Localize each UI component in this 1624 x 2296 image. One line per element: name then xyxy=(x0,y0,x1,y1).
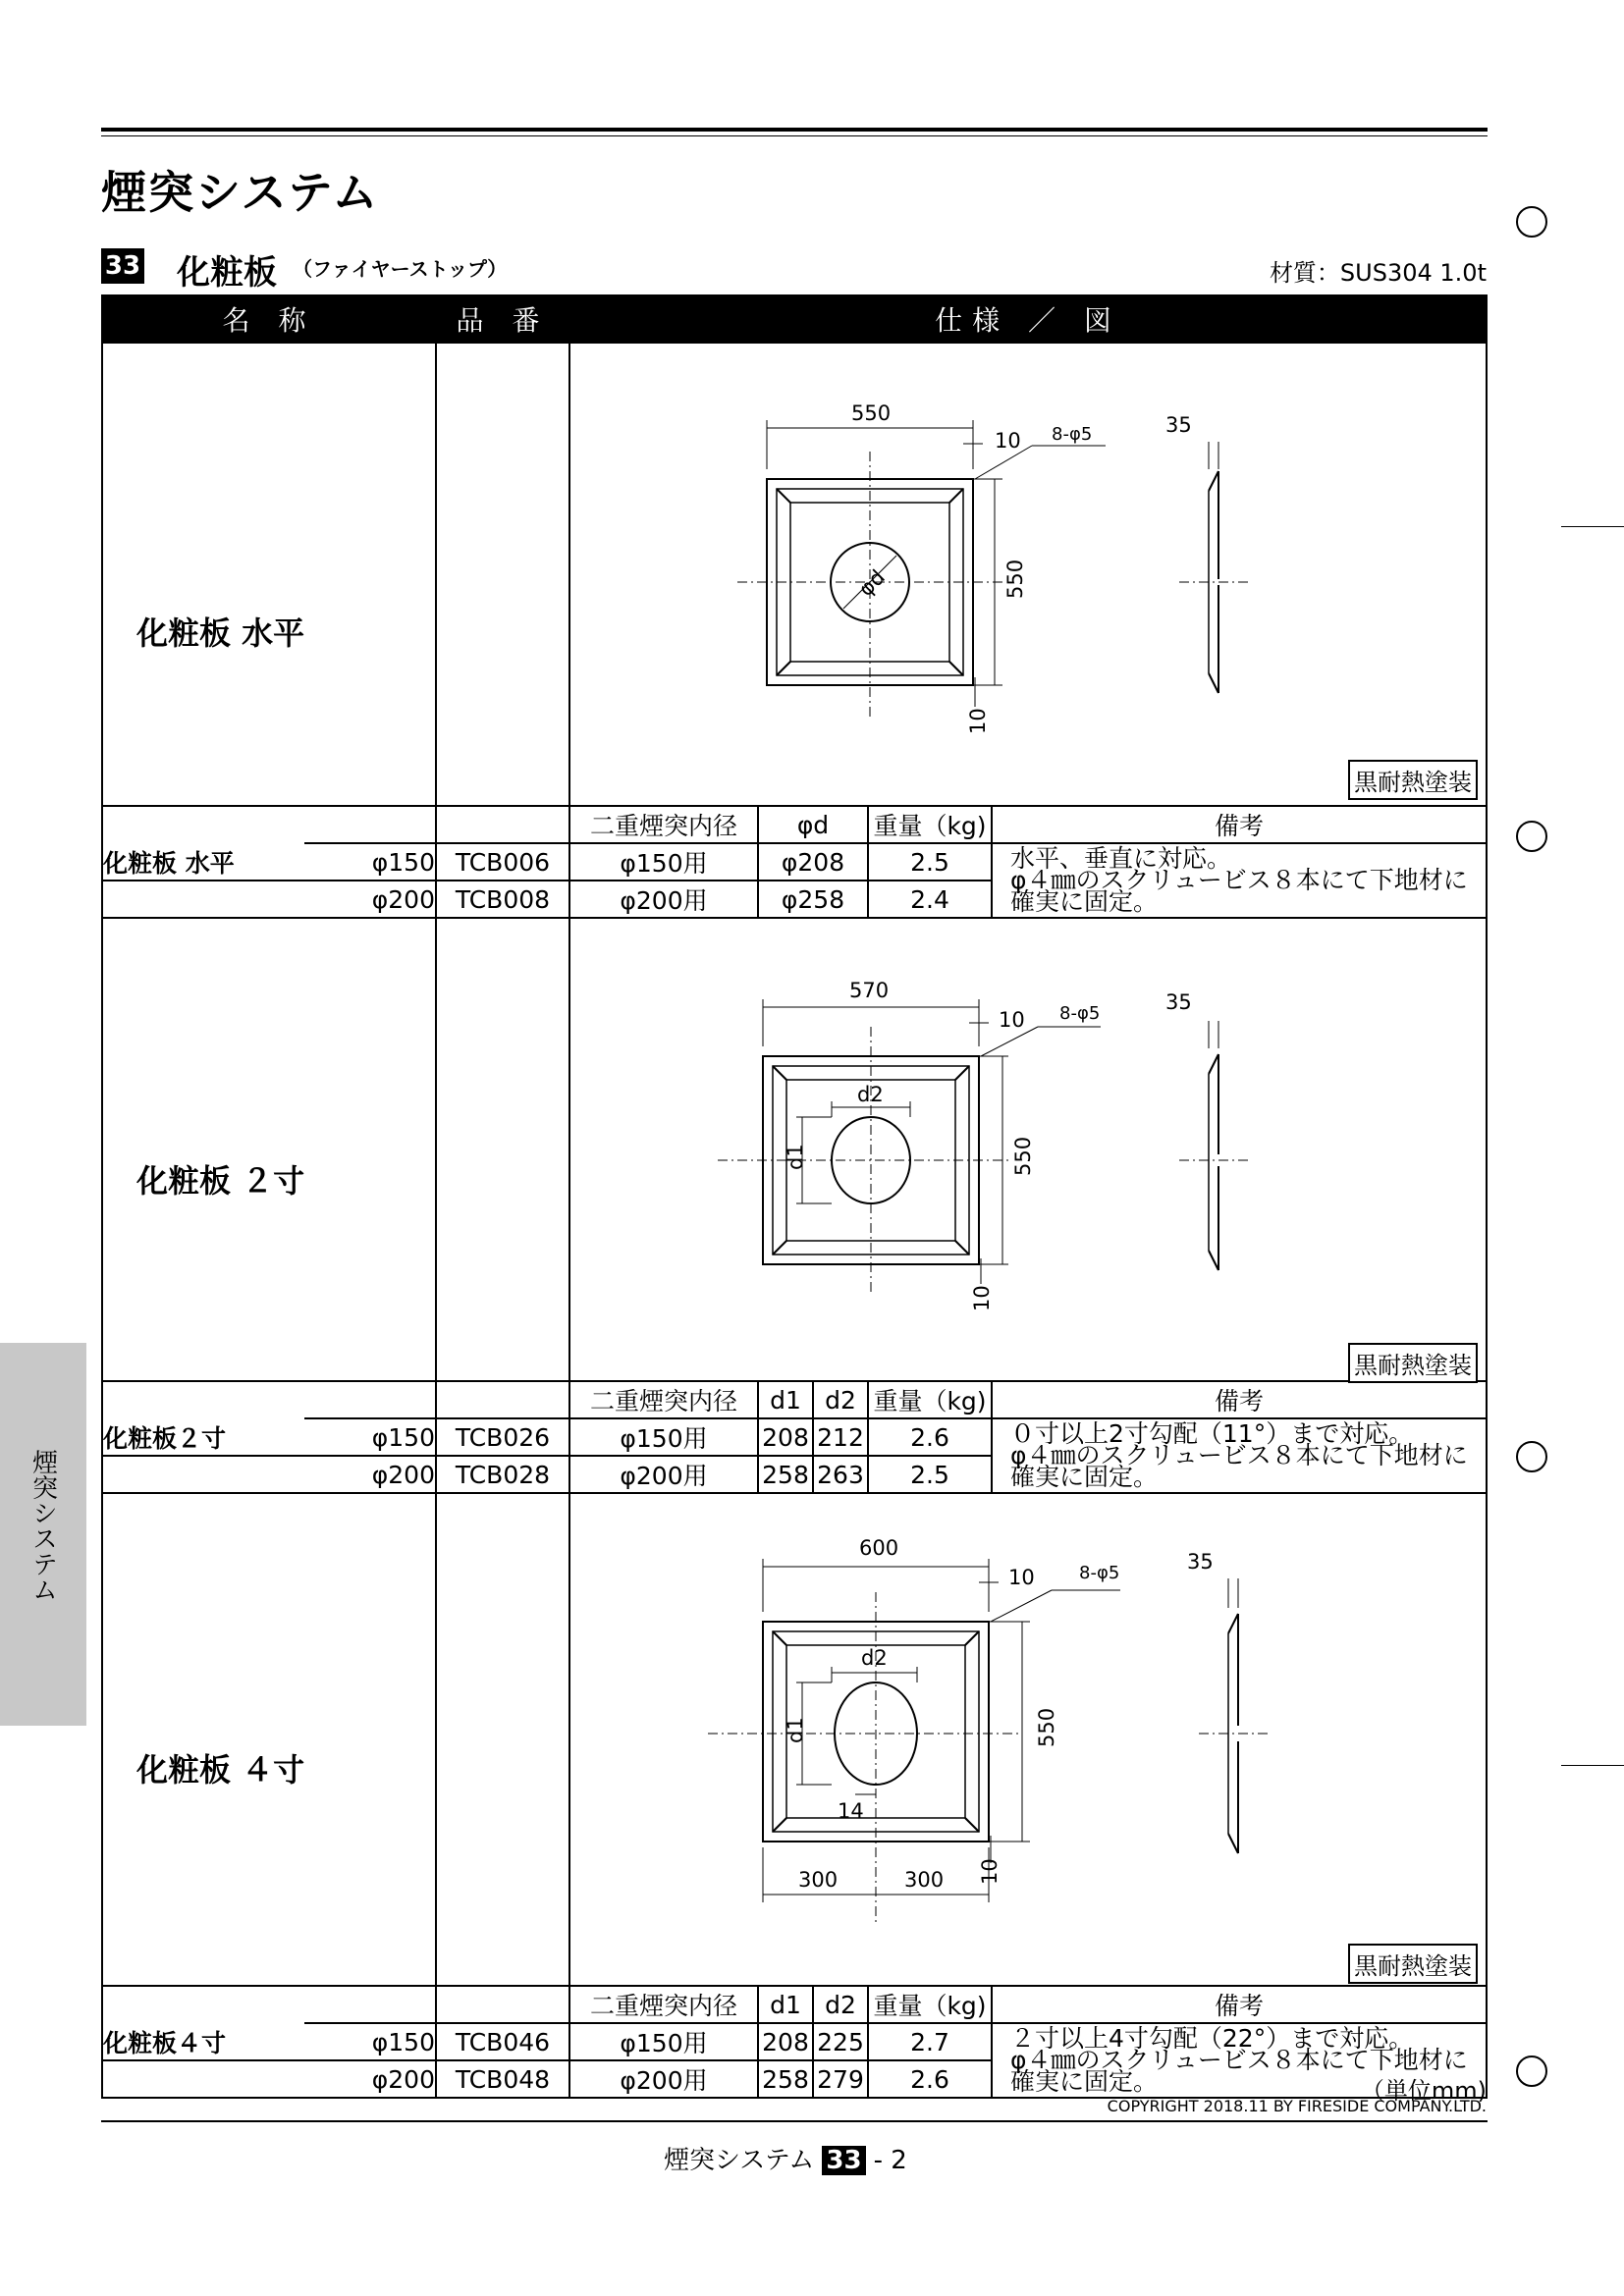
row-d1: 208 xyxy=(758,2023,813,2060)
drawing-cell xyxy=(569,1493,1487,1986)
row-code: TCB048 xyxy=(436,2060,569,2098)
row-inner: φ150用 xyxy=(569,843,758,881)
row-d: φ208 xyxy=(758,843,868,881)
dim-d1: d1 xyxy=(784,1717,807,1743)
row-weight: 2.6 xyxy=(868,1418,992,1456)
row-weight: 2.5 xyxy=(868,843,992,881)
col-weight: 重量（kg) xyxy=(868,806,992,843)
row-code: TCB008 xyxy=(436,881,569,918)
row-d1: 258 xyxy=(758,2060,813,2098)
coating-badge: 黒耐熱塗装 xyxy=(1348,760,1478,800)
product-name: 化粧板 ４寸 xyxy=(136,1751,305,1789)
drawing-2sun xyxy=(570,919,1513,1380)
header-code: 品 番 xyxy=(436,295,569,343)
coating-badge: 黒耐熱塗装 xyxy=(1348,1944,1478,1984)
row-weight: 2.5 xyxy=(868,1456,992,1493)
dim-width: 600 xyxy=(859,1536,899,1560)
row-inner: φ200用 xyxy=(569,1456,758,1493)
footer-section-number: 33 xyxy=(822,2146,865,2175)
dim-bore: φd xyxy=(853,564,890,602)
dim-d1: d1 xyxy=(784,1144,807,1170)
notes xyxy=(992,843,1487,918)
binder-hole xyxy=(1516,1441,1547,1472)
row-size: φ200 xyxy=(304,2060,436,2098)
dim-height: 550 xyxy=(1035,1707,1058,1747)
binder-hole xyxy=(1516,206,1547,238)
col-d1: d1 xyxy=(758,1986,813,2023)
drawing-flat xyxy=(570,344,1513,805)
fold-mark xyxy=(1561,1765,1624,1766)
row-code: TCB026 xyxy=(436,1418,569,1456)
page-title: 煙突システム xyxy=(101,166,380,219)
code-cell xyxy=(436,1493,569,1986)
product-name-cell xyxy=(102,1493,436,1986)
col-notes: 備考 xyxy=(992,1986,1487,2023)
coating-badge: 黒耐熱塗装 xyxy=(1348,1343,1478,1383)
top-rule xyxy=(101,128,1488,132)
dim-bottom: 10 xyxy=(970,1285,994,1311)
footer-page: - 2 xyxy=(873,2146,907,2175)
product-name-cell xyxy=(102,343,436,806)
note-line: φ４㎜のスクリュービス８本にて下地材に確実に固定。 xyxy=(1010,1441,1468,1491)
col-d1: d1 xyxy=(758,1381,813,1418)
dim-flange: 10 xyxy=(995,429,1021,453)
material-spec: 材質：SUS304 1.0t xyxy=(1269,259,1487,287)
col-weight: 重量（kg) xyxy=(868,1986,992,2023)
col-d: φd xyxy=(758,806,868,843)
product-name: 化粧板 ２寸 xyxy=(136,1162,305,1200)
dim-height: 550 xyxy=(1011,1136,1035,1176)
top-rule-thin xyxy=(101,135,1488,136)
col-inner: 二重煙突内径 xyxy=(569,1986,758,2023)
dim-offset: 14 xyxy=(838,1799,864,1823)
row-inner: φ150用 xyxy=(569,1418,758,1456)
section-subtitle: （ファイヤーストップ） xyxy=(293,257,508,281)
row-d2: 225 xyxy=(813,2023,868,2060)
dim-width: 570 xyxy=(849,979,890,1002)
header-spec: 仕様 ／ 図 xyxy=(569,295,1487,343)
notes xyxy=(992,1418,1487,1493)
row-size: φ150 xyxy=(304,1418,436,1456)
side-tab-label: 煙突システム xyxy=(27,1449,58,1602)
note-line: φ４㎜のスクリュービス８本にて下地材に確実に固定。 xyxy=(1010,866,1468,916)
note-line: ０寸以上2寸勾配（11°）まで対応。 xyxy=(1010,1419,1414,1448)
col-d2: d2 xyxy=(813,1986,868,2023)
row-weight: 2.6 xyxy=(868,2060,992,2098)
row-size: φ200 xyxy=(304,1456,436,1493)
dim-left: 300 xyxy=(798,1868,839,1892)
row-weight: 2.7 xyxy=(868,2023,992,2060)
row-d1: 258 xyxy=(758,1456,813,1493)
dim-height: 550 xyxy=(1003,559,1027,599)
footer-rule xyxy=(101,2120,1488,2122)
row-d1: 208 xyxy=(758,1418,813,1456)
row-size: φ150 xyxy=(304,843,436,881)
section-title: 化粧板 xyxy=(177,253,277,293)
drawing-cell xyxy=(569,918,1487,1381)
row-size: φ200 xyxy=(304,881,436,918)
dim-depth: 35 xyxy=(1165,990,1192,1014)
row-d2: 263 xyxy=(813,1456,868,1493)
row-code: TCB028 xyxy=(436,1456,569,1493)
page-footer xyxy=(664,2140,907,2176)
col-inner: 二重煙突内径 xyxy=(569,806,758,843)
row-label: 化粧板４寸 xyxy=(102,2023,304,2060)
code-cell xyxy=(436,343,569,806)
note-line: ２寸以上4寸勾配（22°）まで対応。 xyxy=(1010,2024,1414,2053)
dim-flange: 10 xyxy=(999,1008,1025,1032)
row-label: 化粧板 水平 xyxy=(102,843,304,881)
col-d2: d2 xyxy=(813,1381,868,1418)
dim-depth: 35 xyxy=(1165,413,1192,437)
drawing-4sun xyxy=(570,1494,1513,1985)
row-code: TCB006 xyxy=(436,843,569,881)
dim-holes: 8-φ5 xyxy=(1052,424,1093,445)
col-notes: 備考 xyxy=(992,1381,1487,1418)
section-number: 33 xyxy=(101,248,144,284)
drawing-cell xyxy=(569,343,1487,806)
code-cell xyxy=(436,918,569,1381)
dim-right: 300 xyxy=(904,1868,945,1892)
dim-bottom: 10 xyxy=(966,708,990,734)
dim-holes: 8-φ5 xyxy=(1059,1003,1101,1024)
dim-holes: 8-φ5 xyxy=(1079,1563,1120,1583)
row-code: TCB046 xyxy=(436,2023,569,2060)
col-notes: 備考 xyxy=(992,806,1487,843)
header-name: 名 称 xyxy=(102,295,436,343)
fold-mark xyxy=(1561,526,1624,527)
dim-bottom: 10 xyxy=(978,1858,1001,1885)
dim-flange: 10 xyxy=(1008,1566,1035,1589)
product-name-cell xyxy=(102,918,436,1381)
binder-hole xyxy=(1516,2056,1547,2087)
note-line: φ４㎜のスクリュービス８本にて下地材に確実に固定。 xyxy=(1010,2046,1468,2096)
note-line: 水平、垂直に対応。 xyxy=(1010,844,1232,873)
dim-depth: 35 xyxy=(1187,1550,1214,1574)
row-inner: φ200用 xyxy=(569,2060,758,2098)
product-name: 化粧板 水平 xyxy=(136,614,305,652)
row-d2: 279 xyxy=(813,2060,868,2098)
dim-d2: d2 xyxy=(857,1083,884,1106)
row-weight: 2.4 xyxy=(868,881,992,918)
spec-table xyxy=(101,294,1488,2099)
side-index-tab xyxy=(0,1343,86,1726)
row-d2: 212 xyxy=(813,1418,868,1456)
copyright: COPYRIGHT 2018.11 BY FIRESIDE COMPANY.LTD. xyxy=(1107,2097,1487,2115)
row-inner: φ150用 xyxy=(569,2023,758,2060)
binder-hole xyxy=(1516,821,1547,852)
unit-label: （単位mm) xyxy=(1360,2077,1487,2105)
row-d: φ258 xyxy=(758,881,868,918)
row-size: φ150 xyxy=(304,2023,436,2060)
dim-d2: d2 xyxy=(861,1646,888,1670)
dim-width: 550 xyxy=(851,401,892,425)
col-inner: 二重煙突内径 xyxy=(569,1381,758,1418)
row-label: 化粧板２寸 xyxy=(102,1418,304,1456)
footer-title: 煙突システム xyxy=(664,2146,815,2175)
col-weight: 重量（kg) xyxy=(868,1381,992,1418)
row-inner: φ200用 xyxy=(569,881,758,918)
